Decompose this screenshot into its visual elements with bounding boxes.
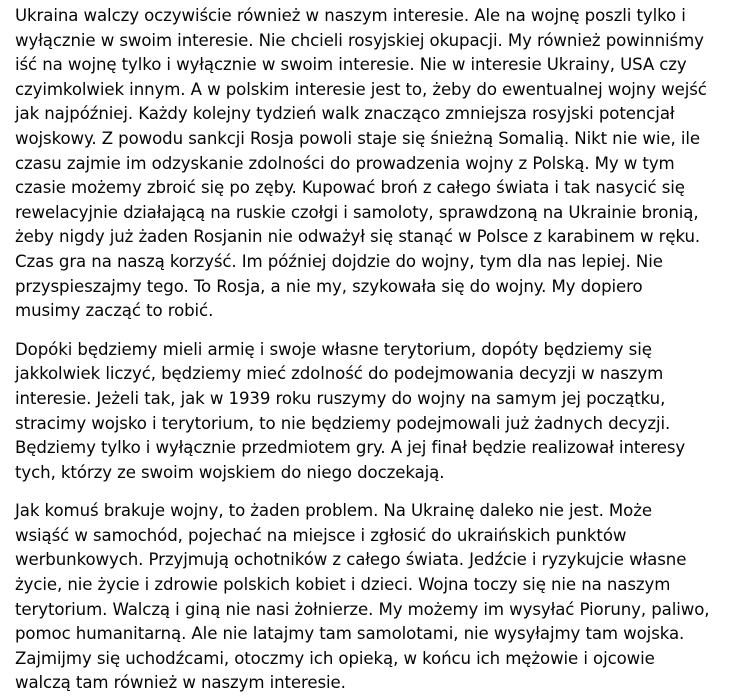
text-line: pomoc humanitarną. Ale nie latajmy tam samolotami, nie wysyłajmy tam wojska.	[15, 624, 685, 644]
text-line: tych, którzy ze swoim wojskiem do niego doczekają.	[15, 462, 445, 482]
paragraph-1	[15, 4, 725, 324]
text-line: interesie. Jeżeli tak, jak w 1939 roku ruszymy do wojny na samym jej początku,	[15, 388, 666, 408]
text-line: czyimkolwiek innym. A w polskim interesie jest to, żeby do ewentualnej wojny wejść	[15, 79, 707, 99]
text-line: stracimy wojsko i terytorium, to nie będziemy podejmowali już żadnych decyzji.	[15, 413, 671, 433]
text-line: iść na wojnę tylko i wyłącznie w swoim interesie. Nie w interesie Ukrainy, USA czy	[15, 55, 687, 75]
text-line: terytorium. Walczą i giną nie nasi żołnierze. My możemy im wysyłać Pioruny, paliwo,	[15, 599, 710, 619]
text-line: czasu zajmie im odzyskanie zdolności do prowadzenia wojny z Polską. My w tym	[15, 153, 675, 173]
text-line: Zajmijmy się uchodźcami, otoczmy ich opieką, w końcu ich mężowie i ojcowie	[15, 648, 655, 668]
text-line: jak najpóźniej. Każdy kolejny tydzień walk znacząco zmniejsza rosyjski potencjał	[15, 104, 675, 124]
text-line: wsiąść w samochód, pojechać na miejsce i zgłosić do ukraińskich punktów	[15, 525, 627, 545]
text-line: żeby nigdy już żaden Rosjanin nie odważył się stanąć w Polsce z karabinem w ręku.	[15, 227, 701, 247]
text-line: werbunkowych. Przyjmują ochotników z całego świata. Jedźcie i ryzykujcie własne	[15, 550, 687, 570]
text-line: Jak komuś brakuje wojny, to żaden problem. Na Ukrainę daleko nie jest. Może	[15, 501, 652, 521]
text-line: jakkolwiek liczyć, będziemy mieć zdolność do podejmowania decyzji w naszym	[15, 364, 664, 384]
text-line: Czas gra na naszą korzyść. Im później dojdzie do wojny, tym dla nas lepiej. Nie	[15, 251, 663, 271]
text-line: wojskowy. Z powodu sankcji Rosja powoli staje się śnieżną Somalią. Nikt nie wie, ile	[15, 128, 700, 148]
text-line: rewelacyjnie działającą na ruskie czołgi i samoloty, sprawdzoną na Ukrainie bronią,	[15, 202, 699, 222]
text-line: Ukraina walczy oczywiście również w naszym interesie. Ale na wojnę poszli tylko i	[15, 6, 686, 25]
text-line: Dopóki będziemy mieli armię i swoje własne terytorium, dopóty będziemy się	[15, 339, 652, 359]
text-line: życie, nie życie i zdrowie polskich kobiet i dzieci. Wojna toczy się nie na naszym	[15, 575, 671, 595]
text-line: musimy zacząć to robić.	[15, 301, 214, 321]
text-line: wyłącznie w swoim interesie. Nie chcieli rosyjskiej okupacji. My również powinniśmy	[15, 30, 704, 50]
paragraph-2	[15, 338, 725, 486]
paragraph-3	[15, 499, 725, 696]
text-line: Będziemy tylko i wyłącznie przedmiotem gry. A jej finał będzie realizował interesy	[15, 438, 686, 458]
text-line: przyspieszajmy tego. To Rosja, a nie my, szykowała się do wojny. My dopiero	[15, 276, 643, 296]
text-line: walczą tam również w naszym interesie.	[15, 673, 346, 693]
text-line: czasie możemy zbroić się po zęby. Kupować broń z całego świata i tak nasycić się	[15, 178, 685, 198]
